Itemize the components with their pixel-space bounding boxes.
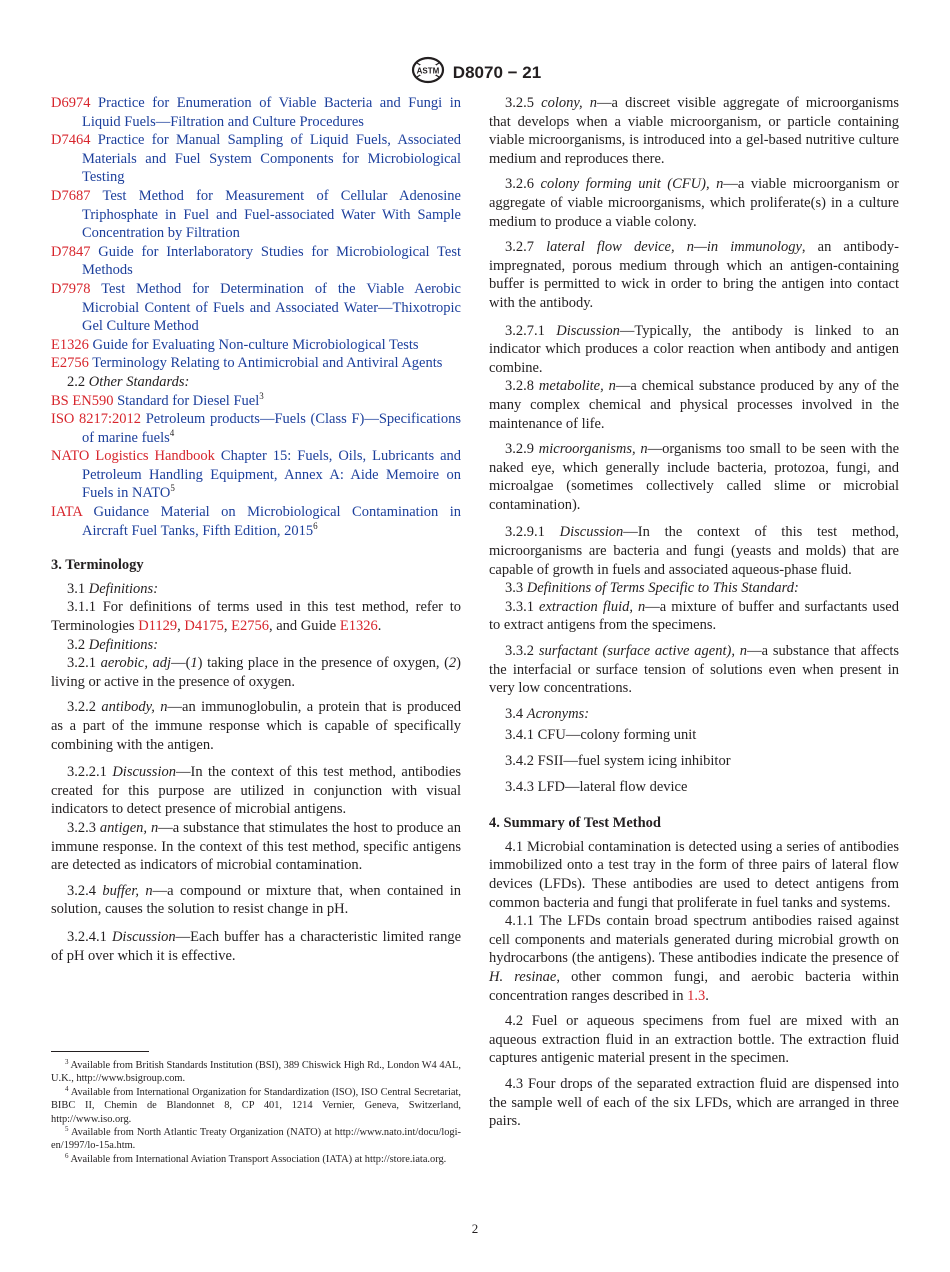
reference-code-link[interactable]: ISO 8217:2012 [51, 411, 142, 428]
section-3-heading: 3. Terminology [51, 557, 144, 574]
reference-item [51, 392, 461, 411]
para-4-1: 4.1 Microbial contamination is detected using a series of antibodies immobilized onto a test tray in the form of three pairs of lateral flow devices (LFDs). These antibodies are used to detect antigens from common bacteria and fungi that proliferate in fuel tanks and systems. [489, 838, 899, 911]
reference-code-link[interactable]: E2756 [51, 355, 89, 372]
reference-title: Guide for Evaluating Non-culture Microbiological Tests [92, 336, 419, 353]
footnote-item [51, 1059, 461, 1086]
reference-code-link[interactable]: NATO Logistics Handbook [51, 448, 215, 465]
para-3-2-4: 3.2.4 buffer, n—a compound or mixture that, when contained in solution, causes the solution to resist change in pH. [51, 882, 462, 918]
reference-title: Test Method for Determination of the Viable Aerobic Microbial Content of Fuels and Associated Water—Thixotropic Gel Culture Method [82, 280, 461, 335]
reference-item [51, 410, 461, 447]
reference-title: Practice for Enumeration of Viable Bacteria and Fungi in Liquid Fuels—Filtration and Culture Procedures [82, 95, 461, 130]
para-3-2-1: 3.2.1 aerobic, adj—(1) taking place in the presence of oxygen, (2) living or active in the presence of oxygen. [51, 655, 461, 690]
footnote-number: 6 [65, 1151, 69, 1160]
right-column [489, 94, 899, 1131]
para-3-2-2-1: 3.2.2.1 Discussion—In the context of this test method, antibodies created for this purpose are utilized in conjunction with visual indicators to detect presence of microbial antigens. [51, 764, 461, 818]
para-3-2-6: 3.2.6 colony forming unit (CFU), n—a viable microorganism or aggregate of viable microorganisms, which proliferate(s) in a culture medium to produce a viable colony. [489, 176, 899, 230]
para-3-2: 3.2 Definitions: [67, 636, 159, 653]
para-3-2-7-1: 3.2.7.1 Discussion—Typically, the antibody is linked to an indicator which produces a color reaction when antibody and antigen combine. [489, 322, 899, 376]
para-3-2-9-1: 3.2.9.1 Discussion—In the context of this test method, microorganisms are bacteria and fungi (yeasts and molds) that are capable of growth in fuels and associated aqueous-phase fluid. [489, 524, 899, 578]
reference-item [51, 187, 461, 243]
para-3-2-9: 3.2.9 microorganisms, n—organisms too small to be seen with the naked eye, which generally include bacteria, protozoa, fungi, and microalgae (sometimes collectively called slime or microbial contamination). [489, 441, 900, 513]
para-3-1-1: 3.1.1 For definitions of terms used in this test method, refer to Terminologies D1129, D4175, E2756, and Guide E1326. [51, 599, 461, 635]
footnote-ref: 5 [170, 483, 175, 494]
para-3-3-2: 3.3.2 surfactant (surface active agent), n—a substance that affects the interfacial or surface tension of solutions even when present in very low concentrations. [489, 643, 900, 697]
para-3-2-7: 3.2.7 lateral flow device, n—in immunology, an antibody-impregnated, porous medium through which an antigen-containing buffer is permitted to wick in order to bring the antigen into contact with the antibody. [489, 239, 900, 311]
para-3-4-3: 3.4.3 LFD—lateral flow device [505, 778, 688, 795]
reference-title: Practice for Manual Sampling of Liquid Fuels, Associated Materials and Fuel System Components for Microbiological Testing [82, 132, 462, 186]
reference-item [51, 131, 461, 187]
link-e1326[interactable]: E1326 [339, 618, 378, 635]
link-e2756[interactable]: E2756 [231, 618, 269, 635]
svg-text:ASTM: ASTM [416, 66, 440, 76]
para-3-2-5: 3.2.5 colony, n—a discreet visible aggregate of microorganisms that develops when a viable microorganism, or particle containing viable microorganisms, is introduced into a gel-based nutritive culture medium and reproduces there. [489, 95, 899, 167]
footnote-text: Available from International Aviation Transport Association (IATA) at http://store.iata.org. [70, 1153, 447, 1165]
left-column [51, 94, 461, 965]
link-d4175[interactable]: D4175 [184, 618, 224, 635]
footnote-item [51, 1126, 461, 1153]
footnote-text: Available from North Atlantic Treaty Organization (NATO) at http://www.nato.int/docu/logi-en/1997/lo-15a.htm. [51, 1127, 461, 1152]
footnote-item [51, 1086, 461, 1126]
footnote-ref: 4 [169, 427, 175, 438]
footnote-number: 3 [65, 1058, 69, 1066]
para-3-2-8: 3.2.8 metabolite, n—a chemical substance produced by any of the many complex chemical and physical processes involved in the maintenance of life. [489, 378, 899, 432]
reference-code-link[interactable]: D6974 [51, 95, 91, 111]
reference-item [51, 503, 461, 540]
para-3-3: 3.3 Definitions of Terms Specific to This Standard: [505, 580, 799, 597]
para-4-3: 4.3 Four drops of the separated extraction fluid are dispensed into the sample well of each of the six LFDs, which are arranged in three pairs. [489, 1075, 899, 1130]
para-3-4-1: 3.4.1 CFU—colony forming unit [505, 727, 697, 744]
footnote-divider [51, 1051, 149, 1052]
reference-title: Terminology Relating to Antimicrobial and Antiviral Agents [92, 355, 443, 372]
link-d1129[interactable]: D1129 [138, 618, 178, 635]
para-3-2-4-1: 3.2.4.1 Discussion—Each buffer has a characteristic limited range of pH over which it is effective. [51, 928, 461, 964]
page-number: 2 [471, 1221, 479, 1236]
para-3-2-2: 3.2.2 antibody, n—an immunoglobulin, a protein that is produced as a part of the immune response which is capable of specifically combining with the antigen. [51, 699, 461, 753]
footnote-ref: 3 [259, 390, 264, 401]
reference-title: Guide for Interlaboratory Studies for Microbiological Test Methods [82, 243, 462, 279]
reference-item [51, 336, 461, 355]
document-designation: D8070 − 21 [452, 62, 542, 82]
footnote-text: Available from International Organization for Standardization (ISO), ISO Central Secretariat, BIBC II, Chemin de Blandonnet 8, CP 401, 1214 Vernier, Geneva, Switzerland, http://www.iso.org. [51, 1086, 461, 1125]
reference-code-link[interactable]: D7464 [51, 132, 91, 149]
reference-item [51, 280, 461, 336]
other-standards-list [51, 392, 461, 541]
reference-title: Petroleum products—Fuels (Class F)—Specifications of marine fuels [82, 411, 461, 446]
para-4-1-1: 4.1.1 The LFDs contain broad spectrum antibodies raised against cell components and materials generated during microbial growth on hydrocarbons (the antigens). These antibodies indicate the presence of H. resinae, other common fungi, and aerobic bacteria within concentration ranges described in 1.3. [489, 913, 899, 1004]
reference-code-link[interactable]: BS EN590 [51, 392, 114, 409]
reference-title: Chapter 15: Fuels, Oils, Lubricants and Petroleum Handling Equipment, Annex A: Aide Memoire on Fuels in NATO [82, 448, 462, 502]
page-header [0, 55, 950, 91]
astm-logo-icon [409, 55, 447, 91]
reference-code-link[interactable]: D7847 [51, 243, 91, 260]
footnote-number: 4 [65, 1084, 69, 1093]
link-section-1-3[interactable]: 1.3 [687, 987, 706, 1004]
footnote-text: Available from British Standards Institution (BSI), 389 Chiswick High Rd., London W4 4AL, U.K., http://www.bsigroup.com. [51, 1060, 461, 1085]
para-3-1: 3.1 Definitions: [67, 580, 159, 597]
section-4-heading: 4. Summary of Test Method [489, 815, 661, 832]
reference-code-link[interactable]: E1326 [51, 336, 89, 353]
para-3-3-1: 3.3.1 extraction fluid, n—a mixture of buffer and surfactants used to extract antigens from the specimens. [489, 598, 899, 634]
referenced-documents-list [51, 94, 461, 373]
para-4-2: 4.2 Fuel or aqueous specimens from fuel are mixed with an aqueous extraction fluid in an extraction bottle. The extraction fluid captures antigenic material present in the specimen. [489, 1013, 899, 1067]
reference-title: Standard for Diesel Fuel [117, 392, 260, 409]
para-3-2-3: 3.2.3 antigen, n—a substance that stimulates the host to produce an immune response. In the context of this test method, specific antigens are detected as indicators of microbial contamination. [51, 819, 461, 874]
reference-code-link[interactable]: IATA [51, 504, 83, 521]
other-standards-heading: 2.2 Other Standards: [67, 373, 190, 390]
reference-title: Test Method for Measurement of Cellular Adenosine Triphosphate in Fuel and Fuel-associated Water With Sample Concentration by Filtration [82, 187, 461, 242]
reference-item [51, 243, 461, 280]
para-3-4: 3.4 Acronyms: [505, 705, 590, 722]
footnote-ref: 6 [313, 520, 318, 531]
reference-code-link[interactable]: D7978 [51, 280, 91, 297]
reference-item [51, 354, 461, 373]
reference-code-link[interactable]: D7687 [51, 187, 91, 204]
reference-item [51, 447, 461, 503]
footnotes [51, 1059, 461, 1166]
footnote-item [51, 1153, 461, 1166]
footnote-number: 5 [65, 1125, 69, 1134]
para-3-4-2: 3.4.2 FSII—fuel system icing inhibitor [505, 753, 731, 769]
reference-title: Guidance Material on Microbiological Contamination in Aircraft Fuel Tanks, Fifth Edition, 2015 [82, 504, 462, 539]
reference-item [51, 94, 461, 131]
